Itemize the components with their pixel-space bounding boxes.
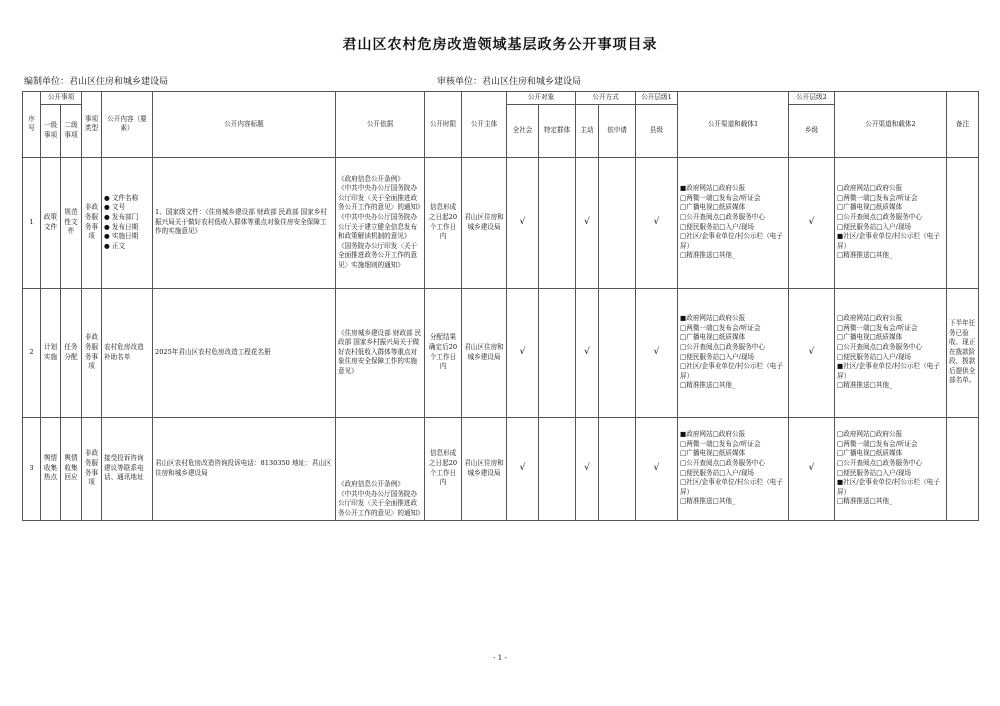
check-mark: √ [576,288,599,417]
header-item-type: 事项类型 [82,92,102,158]
header-item: 公开事项 [41,92,82,105]
row-seq: 1 [23,157,41,288]
row-channel1: ■政府网站□政府公报 □两微一端□发布会/听证会 □广播电视□纸质媒体 □公开查阅点□政务服务中心 □便民服务站□入户/现场 □社区/企事业单位/村公示栏（电子屏） □精准推送□其他_ [678,417,789,520]
check-mark: √ [789,417,835,520]
check-mark: √ [636,417,678,520]
page-title: 君山区农村危房改造领域基层政务公开事项目录 [342,37,658,53]
check-mark: √ [507,157,539,288]
row-type: 非政务服务事项 [82,417,102,520]
table-row [23,157,979,288]
table-row [23,288,979,417]
header-channel2: 公开渠道和载体2 [835,92,947,158]
row-period: 信息形成之日起20个工作日内 [425,417,462,520]
row-subject: 君山区住房和城乡建设局 [462,157,507,288]
header-method-active: 主动 [576,104,599,157]
row-type: 非政务服务事项 [82,288,102,417]
compiler-unit: 编制单位：君山区住房和城乡建设局 [24,77,169,87]
row-seq: 2 [23,288,41,417]
row-content-title: 君山区农村危房改造咨询投诉电话：8130350 地址：君山区住房和城乡建设局 [153,417,336,520]
row-channel1: ■政府网站□政府公报 □两微一端□发布会/听证会 □广播电视□纸质媒体 □公开查阅点□政务服务中心 □便民服务站□入户/现场 □社区/企事业单位/村公示栏（电子屏） □精准推送□其他_ [678,288,789,417]
check-mark: √ [507,288,539,417]
row-basis: 《政府信息公开条例》 《中共中央办公厅国务院办公厅印发〈关于全面推进政务公开工作的意见〉的通知》 《中共中央办公厅国务院办公厅关于建立健全信息发布和政策解读机制的意见》 《国务院办公厅印发〈关于全面推进政务公开工作的意见〉实施细则的通知》 [336,157,425,288]
header-row-1 [23,92,979,105]
row-content-title: 2025年君山区农村危房改造工程花名册 [153,288,336,417]
row-l1: 舆情收集热点 [41,417,61,520]
header-target-all: 全社会 [507,104,539,157]
header-content: 公开内容（要素） [102,92,153,158]
header-seq: 序号 [23,92,41,158]
row-channel2: □政府网站□政府公报 □两微一端□发布会/听证会 □广播电视□纸质媒体 □公开查阅点□政务服务中心 □便民服务站□入户/现场 ■社区/企事业单位/村公示栏（电子屏） □精准推送□其他_ [835,417,947,520]
header-subject: 公开主体 [462,92,507,158]
row-remark [947,157,979,288]
header-period: 公开时限 [425,92,462,158]
row-period: 分配结果确定后20个工作日内 [425,288,462,417]
check-mark: √ [636,288,678,417]
header-target-specific: 特定群体 [539,104,576,157]
header-level1: 公开层级1 [636,92,678,105]
row-subject: 君山区住房和城乡建设局 [462,417,507,520]
reviewer-unit: 审核单位：君山区住房和城乡建设局 [437,77,582,87]
header-method: 公开方式 [576,92,636,105]
header-remark: 备注 [947,92,979,158]
header-channel1: 公开渠道和载体1 [678,92,789,158]
disclosure-table [22,91,979,521]
row-content: 接受投诉咨询建议等联系电话、通讯地址 [102,417,153,520]
row-l1: 政策文件 [41,157,61,288]
row-l2: 舆情收集回应 [61,417,82,520]
row-content: 农村危房改造补助名单 [102,288,153,417]
header-level2: 公开层级2 [789,92,835,105]
check-mark: √ [576,417,599,520]
row-remark [947,417,979,520]
row-type: 非政务服务事项 [82,157,102,288]
row-period: 信息形成之日起20个工作日内 [425,157,462,288]
row-remark: 下半年任务已验收、现正在拨款阶段，拨款后提供全部名单。 [947,288,979,417]
header-basis: 公开依据 [336,92,425,158]
row-basis: 《住房城乡建设部 财政部 民政部 国家乡村振兴局关于做好农村低收入群体等重点对象住房安全保障工作的实施意见》 [336,288,425,417]
row-seq: 3 [23,417,41,520]
header-level1-sub: 县级 [636,104,678,157]
check-mark: √ [636,157,678,288]
row-content-title: 1、国家级文件：《住房城乡建设部 财政部 民政部 国家乡村振兴局关于做好农村低收入群体等重点对象住房安全保障工作的实施意见》 [153,157,336,288]
row-content: ● 文件名称 ● 文号 ● 发布部门 ● 发布日期 ● 实施日期 ● 正文 [102,157,153,288]
row-l2: 规范性文件 [61,157,82,288]
row-subject: 君山区住房和城乡建设局 [462,288,507,417]
header-level2-sub: 乡级 [789,104,835,157]
row-l2: 任务分配 [61,288,82,417]
row-channel2: □政府网站□政府公报 □两微一端□发布会/听证会 □广播电视□纸质媒体 □公开查阅点□政务服务中心 □便民服务站□入户/现场 ■社区/企事业单位/村公示栏（电子屏） □精准推送□其他_ [835,288,947,417]
check-mark: √ [576,157,599,288]
row-channel1: ■政府网站□政府公报 □两微一端□发布会/听证会 □广播电视□纸质媒体 □公开查阅点□政务服务中心 □便民服务站□入户/现场 □社区/企事业单位/村公示栏（电子屏） □精准推送□其他_ [678,157,789,288]
row-basis: 《政府信息公开条例》 《中共中央办公厅国务院办公厅印发〈关于全面推进政务公开工作的意见〉的通知》 [336,417,425,520]
row-channel2: □政府网站□政府公报 □两微一端□发布会/听证会 □广播电视□纸质媒体 □公开查阅点□政务服务中心 □便民服务站□入户/现场 ■社区/企事业单位/村公示栏（电子屏） □精准推送□其他_ [835,157,947,288]
check-mark: √ [507,417,539,520]
header-item-l1: 一级事项 [41,104,61,157]
table-row [23,417,979,520]
check-mark: √ [789,157,835,288]
header-item-l2: 二级事项 [61,104,82,157]
row-l1: 计划实施 [41,288,61,417]
check-mark: √ [789,288,835,417]
header-target: 公开对象 [507,92,576,105]
header-method-request: 依申请 [599,104,636,157]
header-content-title: 公开内容标题 [153,92,336,158]
page-number: - 1 - [493,654,507,662]
